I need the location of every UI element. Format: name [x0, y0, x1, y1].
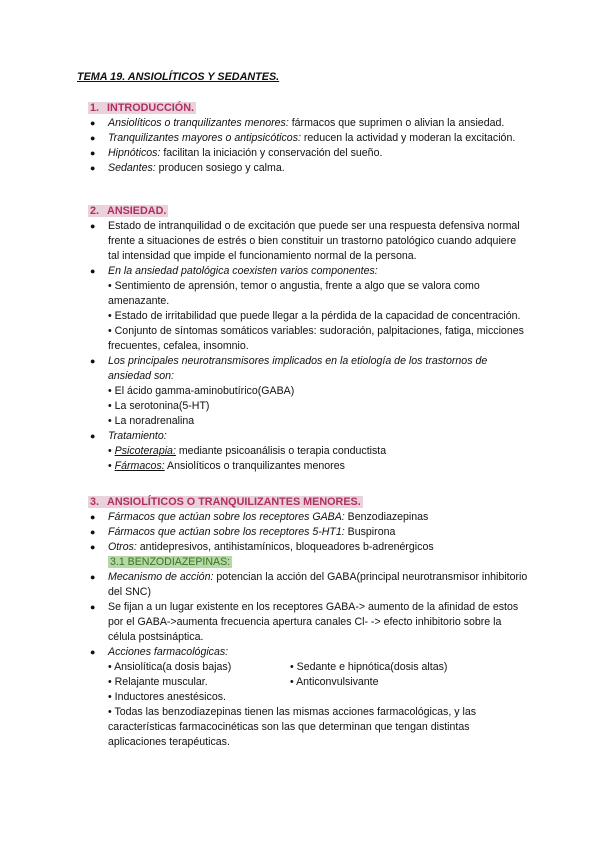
action-row: • Relajante muscular. • Anticonvulsivante: [108, 676, 379, 688]
list-item: ● Hipnóticos: facilitan la iniciación y conservación del sueño.: [90, 147, 383, 159]
list-item: ● Ansiolíticos o tranquilizantes menores: fármacos que suprimen o alivian la ansiedad.: [90, 117, 505, 129]
list-item: ● Sedantes: producen sosiego y calma.: [90, 162, 285, 174]
section-3-heading: 3. ANSIOLÍTICOS O TRANQUILIZANTES MENORES.: [90, 496, 361, 508]
sub-item: • Conjunto de síntomas somáticos variables: sudoración, palpitaciones, fatiga, micciones frecuentes, cefalea, insomnio.: [108, 325, 524, 352]
list-item: ● Los principales neurotransmisores implicados en la etiología de los trastornos de ansiedad son:: [90, 355, 488, 382]
section-3-list: [88, 510, 528, 750]
list-item: ● Otros: antidepresivos, antihistamínicos, bloqueadores b-adrenérgicos: [90, 541, 434, 553]
sub-item: • El ácido gamma-aminobutírico(GABA): [108, 385, 295, 397]
section-1-heading: 1. INTRODUCCIÓN.: [90, 102, 194, 114]
sub-item: • Fármacos: Ansiolíticos o tranquilizantes menores: [108, 460, 345, 472]
action-row: • Ansiolítica(a dosis bajas) • Sedante e hipnótica(dosis altas): [108, 661, 448, 673]
sub-item: • La noradrenalina: [108, 415, 195, 427]
list-item: ● Se fijan a un lugar existente en los receptores GABA-> aumento de la afinidad de estos por el GABA->aumenta frecuencia apertura canales Cl- -> efecto inhibitorio sobre la célula postsináptica.: [90, 601, 519, 643]
list-item: ● Acciones farmacológicas:: [90, 646, 229, 658]
section-1-list: [88, 116, 528, 176]
sub-item: • Estado de irritabilidad que puede llegar a la pérdida de la capacidad de concentración.: [108, 310, 521, 322]
list-item: ● Fármacos que actúan sobre los receptores 5-HT1: Buspirona: [90, 526, 396, 538]
section-2-list: [88, 219, 528, 474]
document-title: TEMA 19. ANSIOLÍTICOS Y SEDANTES.: [77, 71, 280, 83]
sub-item: • Psicoterapia: mediante psicoanálisis o terapia conductista: [108, 445, 387, 457]
sub-item: • La serotonina(5-HT): [108, 400, 210, 412]
subsection-heading: 3.1 BENZODIAZEPINAS:: [110, 556, 231, 568]
list-item: ● Tratamiento:: [90, 430, 167, 442]
sub-item: • Todas las benzodiazepinas tienen las mismas acciones farmacológicas, y las características farmacocinéticas son las que determinan que tengan distintas aplicaciones terapéuticas.: [108, 706, 477, 748]
list-item: ● Fármacos que actúan sobre los receptores GABA: Benzodiazepinas: [90, 511, 429, 523]
list-item: ● Estado de intranquilidad o de excitación que puede ser una respuesta defensiva normal frente a situaciones de estrés o bien constituir un trastorno patológico cuando adquiere tal intensidad que impide el funcionamiento normal de la persona.: [90, 220, 520, 262]
list-item: ● Tranquilizantes mayores o antipsicóticos: reducen la actividad y moderan la excitación.: [90, 132, 516, 144]
section-2-heading: 2. ANSIEDAD.: [90, 205, 167, 217]
list-item: ● En la ansiedad patológica coexisten varios componentes:: [90, 265, 378, 277]
sub-item: • Inductores anestésicos.: [108, 691, 226, 703]
list-item: ● Mecanismo de acción: potencian la acción del GABA(principal neurotransmisor inhibitorio del SNC): [90, 571, 528, 598]
sub-item: • Sentimiento de aprensión, temor o angustia, frente a algo que se valora como amenazante.: [108, 280, 480, 307]
